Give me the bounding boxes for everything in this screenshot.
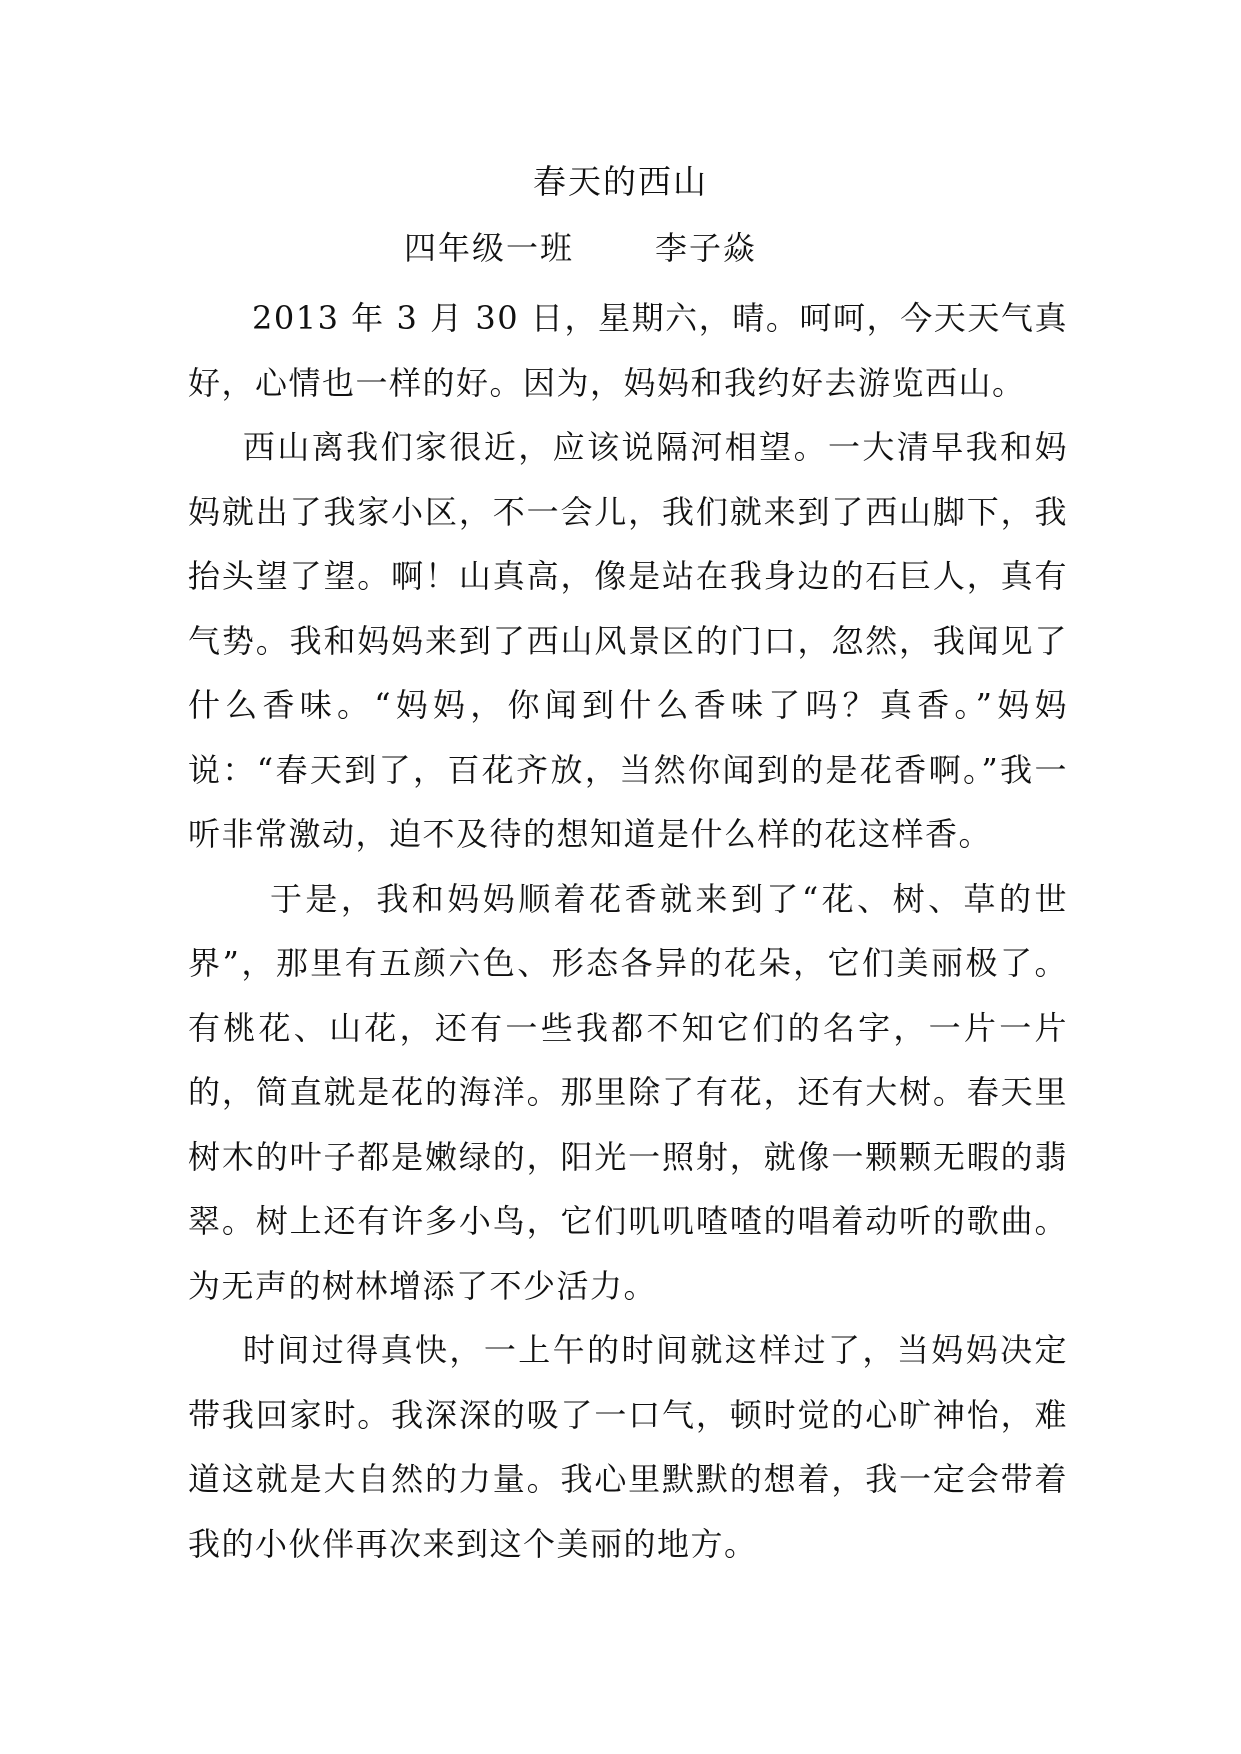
- paragraph-text: 2013 年 3 月 30 日，星期六，晴。呵呵，今天天气真好，心情也一样的好。因为，妈妈和我约好去游览西山。: [188, 299, 1068, 402]
- paragraph: [188, 286, 1068, 415]
- essay-title: 春天的西山: [533, 162, 708, 201]
- essay-body: [188, 286, 1068, 1576]
- byline-author: 李子焱: [655, 229, 758, 267]
- paragraph-text: 西山离我们家很近，应该说隔河相望。一大清早我和妈妈就出了我家小区，不一会儿，我们就来到了西山脚下，我抬头望了望。啊！山真高，像是站在我身边的石巨人，真有气势。我和妈妈来到了西山风景区的门口，忽然，我闻见了什么香味。“妈妈，你闻到什么香味了吗？真香。”妈妈说：“春天到了，百花齐放，当然你闻到的是花香啊。”我一听非常激动，迫不及待的想知道是什么样的花这样香。: [188, 428, 1068, 853]
- paragraph-text: 于是，我和妈妈顺着花香就来到了“花、树、草的世界”，那里有五颜六色、形态各异的花朵，它们美丽极了。有桃花、山花，还有一些我都不知它们的名字，一片一片的，简直就是花的海洋。那里除了有花，还有大树。春天里树木的叶子都是嫩绿的，阳光一照射，就像一颗颗无暇的翡翠。树上还有许多小鸟，它们叽叽喳喳的唱着动听的歌曲。为无声的树林增添了不少活力。: [188, 879, 1068, 1305]
- paragraph-text: 时间过得真快，一上午的时间就这样过了，当妈妈决定带我回家时。我深深的吸了一口气，顿时觉的心旷神怡，难道这就是大自然的力量。我心里默默的想着，我一定会带着我的小伙伴再次来到这个美丽的地方。: [188, 1331, 1068, 1563]
- paragraph: [188, 867, 1068, 1319]
- paragraph: [188, 1318, 1068, 1576]
- byline-class: 四年级一班: [404, 229, 575, 267]
- paragraph: [188, 415, 1068, 867]
